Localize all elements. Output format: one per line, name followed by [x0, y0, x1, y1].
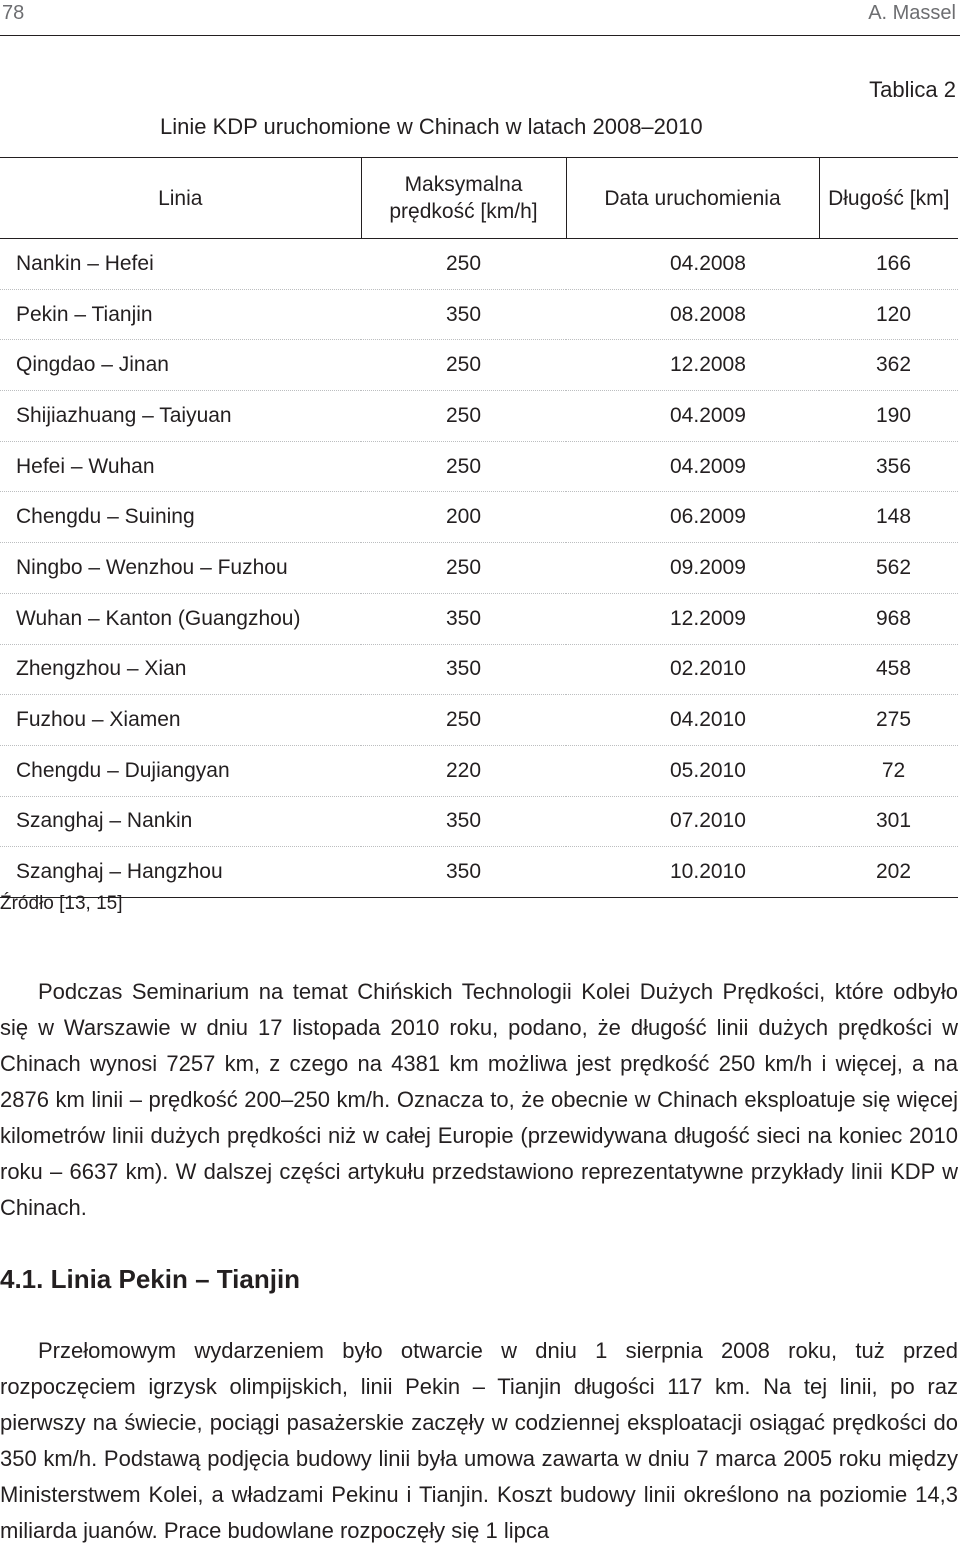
table-row — [0, 745, 958, 796]
cell-length: 202 — [819, 847, 958, 898]
cell-launch-date: 04.2009 — [566, 441, 819, 492]
cell-length: 562 — [819, 543, 958, 594]
cell-length: 301 — [819, 796, 958, 847]
cell-launch-date: 04.2008 — [566, 239, 819, 290]
cell-launch-date: 04.2010 — [566, 695, 819, 746]
cell-max-speed: 250 — [361, 695, 566, 746]
column-header-speed — [361, 158, 566, 239]
table-title: Linie KDP uruchomione w Chinach w latach 2008–2010 — [160, 114, 703, 139]
cell-launch-date: 07.2010 — [566, 796, 819, 847]
cell-max-speed: 350 — [361, 847, 566, 898]
cell-length: 362 — [819, 340, 958, 391]
table-source-note: Źródło [13, 15] — [0, 893, 123, 914]
cell-launch-date: 12.2008 — [566, 340, 819, 391]
table-row — [0, 543, 958, 594]
paragraph-seminar: Podczas Seminarium na temat Chińskich Technologii Kolei Dużych Prędkości, które odbyło się w Warszawie w dniu 17 listopada 2010 roku, podano, że długość linii dużych prędkości w Chinach wynosi 7257 km, z czego na 4381 km możliwa jest prędkość 250 km/h i więcej, a na 2876 km linii – prędkość 200–250 km/h. Oznacza to, że obecnie w Chinach eksploatuje się więcej kilometrów linii dużych prędkości niż w całej Europie (przewidywana długość sieci na koniec 2010 roku – 6637 km). W dalszej części artykułu przedstawiono reprezentatywne przykłady linii KDP w Chinach. — [0, 979, 958, 1220]
paragraph-pekin-tianjin: Przełomowym wydarzeniem było otwarcie w dniu 1 sierpnia 2008 roku, tuż przed rozpoczęciem igrzysk olimpijskich, linii Pekin – Tianjin długości 117 km. Na tej linii, po raz pierwszy na świecie, pociągi pasażerskie zaczęły w codziennej eksploatacji osiągać prędkości do 350 km/h. Podstawą podjęcia budowy linii była umowa zawarta w dniu 7 marca 2005 roku między Ministerstwem Kolei, a władzami Pekinu i Tianjin. Koszt budowy linii określono na poziomie 14,3 miliarda juanów. Prace budowlane rozpoczęły się 1 lipca — [0, 1338, 958, 1543]
cell-launch-date: 08.2008 — [566, 289, 819, 340]
cell-line-name: Pekin – Tianjin — [0, 289, 361, 340]
cell-line-name: Chengdu – Suining — [0, 492, 361, 543]
cell-launch-date: 12.2009 — [566, 593, 819, 644]
cell-line-name: Wuhan – Kanton (Guangzhou) — [0, 593, 361, 644]
cell-launch-date: 02.2010 — [566, 644, 819, 695]
cell-max-speed: 250 — [361, 543, 566, 594]
table-row — [0, 391, 958, 442]
cell-line-name: Hefei – Wuhan — [0, 441, 361, 492]
cell-length: 148 — [819, 492, 958, 543]
cell-max-speed: 200 — [361, 492, 566, 543]
table-row — [0, 644, 958, 695]
cell-line-name: Qingdao – Jinan — [0, 340, 361, 391]
table-row — [0, 289, 958, 340]
cell-max-speed: 350 — [361, 289, 566, 340]
column-header-speed-line2: prędkość [km/h] — [389, 200, 538, 223]
table-row — [0, 239, 958, 290]
cell-launch-date: 05.2010 — [566, 745, 819, 796]
cell-max-speed: 350 — [361, 796, 566, 847]
cell-line-name: Chengdu – Dujiangyan — [0, 745, 361, 796]
cell-line-name: Szanghaj – Nankin — [0, 796, 361, 847]
page-number: 78 — [2, 2, 25, 24]
cell-line-name: Fuzhou – Xiamen — [0, 695, 361, 746]
column-header-speed-line1: Maksymalna — [404, 173, 523, 196]
table-row — [0, 593, 958, 644]
cell-length: 356 — [819, 441, 958, 492]
column-header-date: Data uruchomienia — [566, 158, 819, 239]
section-heading: 4.1. Linia Pekin – Tianjin — [0, 1264, 301, 1294]
cell-max-speed: 220 — [361, 745, 566, 796]
cell-line-name: Ningbo – Wenzhou – Fuzhou — [0, 543, 361, 594]
table-row — [0, 441, 958, 492]
column-header-length: Długość [km] — [819, 158, 958, 239]
table-row — [0, 492, 958, 543]
table-row — [0, 340, 958, 391]
table-body — [0, 239, 958, 898]
cell-length: 190 — [819, 391, 958, 442]
cell-length: 968 — [819, 593, 958, 644]
cell-line-name: Nankin – Hefei — [0, 239, 361, 290]
cell-max-speed: 250 — [361, 391, 566, 442]
cell-length: 166 — [819, 239, 958, 290]
column-header-line: Linia — [0, 158, 361, 239]
cell-length: 72 — [819, 745, 958, 796]
cell-launch-date: 09.2009 — [566, 543, 819, 594]
data-table — [0, 157, 958, 898]
page-header — [0, 0, 960, 36]
cell-max-speed: 250 — [361, 441, 566, 492]
table-header — [0, 158, 958, 239]
cell-line-name: Shijiazhuang – Taiyuan — [0, 391, 361, 442]
cell-length: 120 — [819, 289, 958, 340]
cell-launch-date: 06.2009 — [566, 492, 819, 543]
cell-length: 275 — [819, 695, 958, 746]
cell-max-speed: 350 — [361, 644, 566, 695]
table-label: Tablica 2 — [869, 77, 956, 102]
table-header-row — [0, 158, 958, 239]
cell-max-speed: 250 — [361, 340, 566, 391]
table-row — [0, 847, 958, 898]
cell-line-name: Zhengzhou – Xian — [0, 644, 361, 695]
cell-line-name: Szanghaj – Hangzhou — [0, 847, 361, 898]
cell-max-speed: 350 — [361, 593, 566, 644]
table-row — [0, 695, 958, 746]
cell-launch-date: 10.2010 — [566, 847, 819, 898]
table-row — [0, 796, 958, 847]
running-head-author: A. Massel — [868, 2, 956, 24]
cell-max-speed: 250 — [361, 239, 566, 290]
cell-length: 458 — [819, 644, 958, 695]
cell-launch-date: 04.2009 — [566, 391, 819, 442]
